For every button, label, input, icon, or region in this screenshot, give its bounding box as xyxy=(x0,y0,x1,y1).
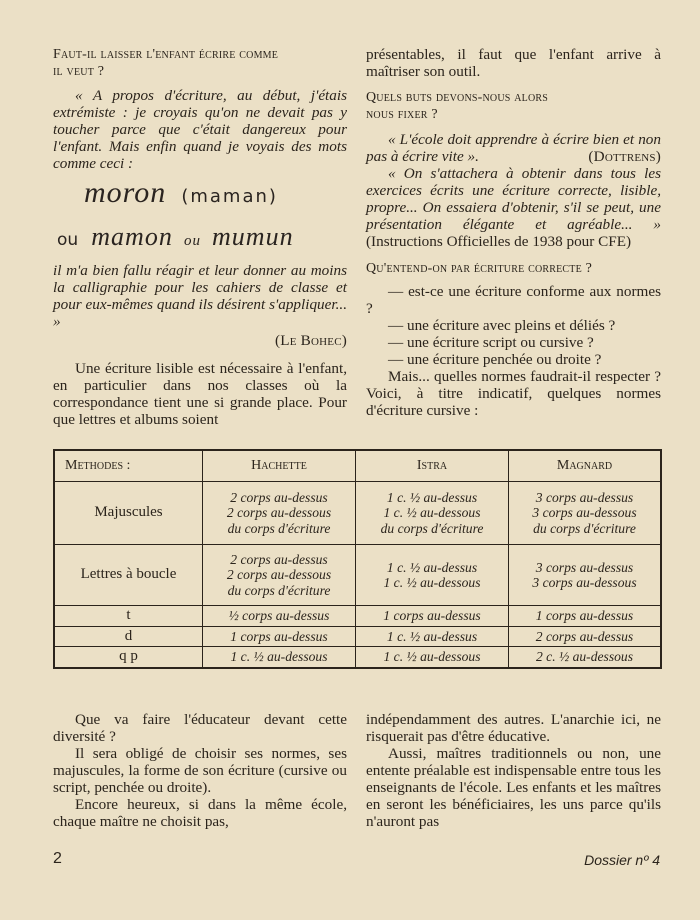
table-cell: 1 c. ½ au-dessus xyxy=(356,626,509,647)
attribution-le-bohec: (Le Bohec) xyxy=(275,332,347,349)
handwriting-sample-1 xyxy=(84,176,278,210)
table-row-label: Majuscules xyxy=(54,482,203,545)
quote-instructions xyxy=(366,165,661,250)
norms-table xyxy=(53,449,662,669)
paragraph-entente: Aussi, maîtres traditionnels ou non, une entente préalable est indispensable entre tous les enseignants de l'école. Les enfants et les maîtres en seront les bénéficiaires, les uns parce qu'ils n'auront pas xyxy=(366,745,661,830)
table-header-row xyxy=(54,450,661,482)
table-row-label: t xyxy=(54,606,203,627)
handwritten-word-moron: moron xyxy=(84,176,167,209)
quote-le-bohec-part2: il m'a bien fallu réagir et leur donner au moins la calligraphie pour les cahiers de classe et pour eux-mêmes quand ils désirent s'appliquer... » xyxy=(53,262,347,330)
table-row xyxy=(54,545,661,606)
paragraph-diversite: Que va faire l'éducateur devant cette diversité ? xyxy=(53,711,347,745)
table-row-label: q p xyxy=(54,647,203,668)
table-row-label: d xyxy=(54,626,203,647)
table-cell: 1 corps au-dessus xyxy=(509,606,662,627)
bottom-right-column xyxy=(366,711,661,830)
table-header-istra: Istra xyxy=(356,450,509,482)
section-heading-1: Faut-il laisser l'enfant écrire comme il veut ? xyxy=(53,47,279,79)
table-cell: 1 c. ½ au-dessus 1 c. ½ au-dessous du corps d'écriture xyxy=(356,482,509,545)
quote-dottrens-author: (Dottrens) xyxy=(588,148,661,165)
handwritten-ou-2: ou xyxy=(183,233,201,249)
quote-le-bohec-part1: « A propos d'écriture, au début, j'étais extrémiste : je croyais qu'on ne devait pas y toucher parce que c'était dangereux pour l'enfant. Mais enfin quand je voyais des mots comme ceci : xyxy=(53,87,347,172)
question-script: — une écriture script ou cursive ? xyxy=(388,334,594,351)
table-cell: 1 c. ½ au-dessus 1 c. ½ au-dessous xyxy=(356,545,509,606)
paragraph-anarchie: indépendamment des autres. L'anarchie ici, ne risquerait pas d'être éducative. xyxy=(366,711,661,745)
right-column xyxy=(366,46,661,419)
paragraph-presentables: présentables, il faut que l'enfant arrive à maîtriser son outil. xyxy=(366,46,661,80)
table-cell: 1 corps au-dessus xyxy=(203,626,356,647)
handwriting-sample-2 xyxy=(57,222,294,252)
table-row xyxy=(54,626,661,647)
table-cell: 1 corps au-dessus xyxy=(356,606,509,627)
quote-dottrens xyxy=(366,131,661,165)
table-cell: 2 corps au-dessus 2 corps au-dessous du corps d'écriture xyxy=(203,482,356,545)
table-header-methodes: Methodes : xyxy=(54,450,203,482)
table-cell: 3 corps au-dessus 3 corps au-dessous xyxy=(509,545,662,606)
table-header-magnard: Magnard xyxy=(509,450,662,482)
paragraph-choisir: Il sera obligé de choisir ses normes, ses majuscules, la forme de son écriture (cursive ou script, penchée ou droite). xyxy=(53,745,347,796)
section-heading-3: Qu'entend-on par écriture correcte ? xyxy=(366,261,593,276)
paragraph-normes-cursive: Mais... quelles normes faudrait-il respecter ? Voici, à titre indicatif, quelques normes d'écriture cursive : xyxy=(366,368,661,419)
table-cell: 1 c. ½ au-dessous xyxy=(203,647,356,668)
dossier-label: Dossier nº 4 xyxy=(584,852,660,868)
page-number: 2 xyxy=(53,850,62,867)
question-penchee: — une écriture penchée ou droite ? xyxy=(388,351,602,368)
question-normes: — est-ce une écriture conforme aux normes ? xyxy=(366,283,661,317)
table-row xyxy=(54,482,661,545)
quote-instructions-source: (Instructions Officielles de 1938 pour CFE) xyxy=(366,233,632,250)
table-row xyxy=(54,647,661,668)
left-column xyxy=(53,46,347,172)
table-cell: 3 corps au-dessus 3 corps au-dessous du corps d'écriture xyxy=(509,482,662,545)
table-cell: 1 c. ½ au-dessous xyxy=(356,647,509,668)
handwritten-ou-1: ou xyxy=(57,230,79,250)
table-cell: 2 c. ½ au-dessous xyxy=(509,647,662,668)
handwritten-word-mamon: mamon xyxy=(91,222,173,251)
left-column-lower xyxy=(53,262,347,428)
table-row-label: Lettres à boucle xyxy=(54,545,203,606)
quote-dottrens-text: « L'école doit apprendre à écrire bien et non pas à écrire vite ». xyxy=(366,131,661,165)
table-cell: ½ corps au-dessus xyxy=(203,606,356,627)
question-pleins: — une écriture avec pleins et déliés ? xyxy=(388,317,616,334)
table-cell: 2 corps au-dessus xyxy=(509,626,662,647)
paragraph-heureux: Encore heureux, si dans la même école, chaque maître ne choisit pas, xyxy=(53,796,347,830)
table-row xyxy=(54,606,661,627)
table-header-hachette: Hachette xyxy=(203,450,356,482)
handwritten-word-maman: (maman) xyxy=(181,186,278,207)
quote-instructions-text: « On s'attachera à obtenir dans tous les exercices écrits une écriture correcte, lisible, propre... On essaiera d'obtenir, s'il se peut, une présentation élégante et agréable... » xyxy=(366,165,661,233)
paragraph-lisible: Une écriture lisible est nécessaire à l'enfant, en particulier dans nos classes où la correspondance tient une si grande place. Pour que lettres et albums soient xyxy=(53,360,347,428)
handwritten-word-mumun: mumun xyxy=(212,222,294,251)
table-body xyxy=(54,482,661,668)
bottom-left-column xyxy=(53,711,347,830)
table-cell: 2 corps au-dessus 2 corps au-dessous du corps d'écriture xyxy=(203,545,356,606)
section-heading-2: Quels buts devons-nous alors nous fixer ? xyxy=(366,90,549,122)
